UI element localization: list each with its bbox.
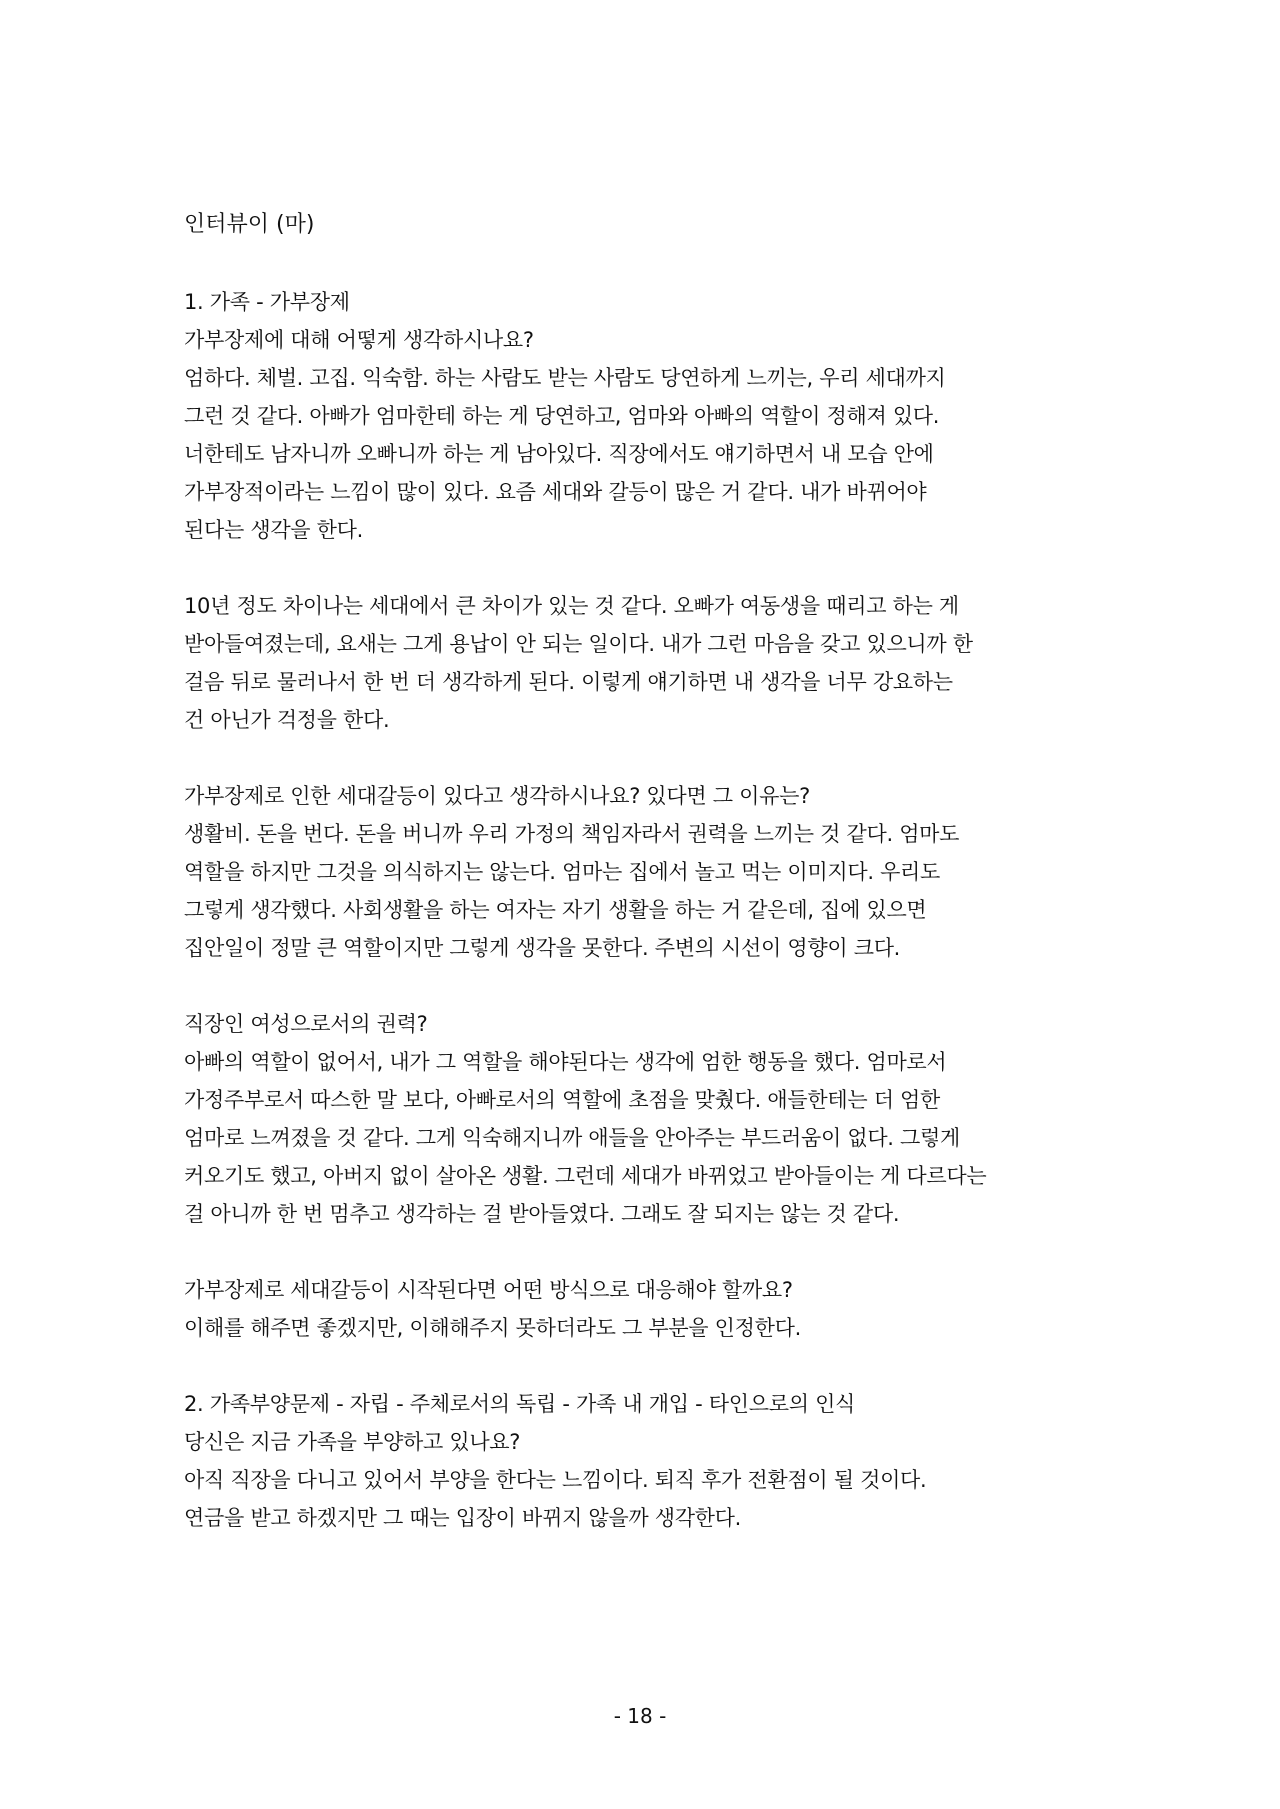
text-line: 걸음 뒤로 물러나서 한 번 더 생각하게 된다. 이렇게 얘기하면 내 생각을 너무 강요하는: [184, 670, 953, 694]
text-line: 가부장적이라는 느낌이 많이 있다. 요즘 세대와 갈등이 많은 거 같다. 내가 바뀌어야: [184, 480, 927, 504]
text-line: 당신은 지금 가족을 부양하고 있나요?: [184, 1430, 521, 1454]
paragraph-block: [184, 1271, 1114, 1347]
text-line: 1. 가족 - 가부장제: [184, 290, 350, 314]
page-number: - 18 -: [613, 1704, 667, 1728]
text-line: 그렇게 생각했다. 사회생활을 하는 여자는 자기 생활을 하는 거 같은데, 집에 있으면: [184, 898, 927, 922]
text-line: 그런 것 같다. 아빠가 엄마한테 하는 게 당연하고, 엄마와 아빠의 역할이 정해져 있다.: [184, 404, 940, 428]
paragraph-block: [184, 283, 1114, 549]
text-line: 집안일이 정말 큰 역할이지만 그렇게 생각을 못한다. 주변의 시선이 영향이 크다.: [184, 936, 901, 960]
interviewee-heading: 인터뷰이 (마): [184, 212, 315, 237]
text-line: 10년 정도 차이나는 세대에서 큰 차이가 있는 것 같다. 오빠가 여동생을 때리고 하는 게: [184, 594, 959, 618]
paragraph-block: [184, 1005, 1114, 1233]
text-line: 커오기도 했고, 아버지 없이 살아온 생활. 그런데 세대가 바뀌었고 받아들이는 게 다르다는: [184, 1164, 987, 1188]
page-content: [184, 206, 1114, 1575]
text-line: 2. 가족부양문제 - 자립 - 주체로서의 독립 - 가족 내 개입 - 타인으로의 인식: [184, 1392, 856, 1416]
text-line: 가부장제로 인한 세대갈등이 있다고 생각하시나요? 있다면 그 이유는?: [184, 784, 810, 808]
text-line: 걸 아니까 한 번 멈추고 생각하는 걸 받아들였다. 그래도 잘 되지는 않는 것 같다.: [184, 1202, 900, 1226]
paragraph-block: [184, 587, 1114, 739]
interview-body: [184, 283, 1114, 1537]
text-line: 된다는 생각을 한다.: [184, 518, 364, 542]
text-line: 연금을 받고 하겠지만 그 때는 입장이 바뀌지 않을까 생각한다.: [184, 1506, 742, 1530]
text-line: 역할을 하지만 그것을 의식하지는 않는다. 엄마는 집에서 놀고 먹는 이미지다. 우리도: [184, 860, 941, 884]
text-line: 건 아닌가 걱정을 한다.: [184, 708, 390, 732]
paragraph-block: [184, 777, 1114, 967]
text-line: 생활비. 돈을 번다. 돈을 버니까 우리 가정의 책임자라서 권력을 느끼는 것 같다. 엄마도: [184, 822, 960, 846]
text-line: 이해를 해주면 좋겠지만, 이해해주지 못하더라도 그 부분을 인정한다.: [184, 1316, 801, 1340]
text-line: 너한테도 남자니까 오빠니까 하는 게 남아있다. 직장에서도 얘기하면서 내 모습 안에: [184, 442, 934, 466]
text-line: 엄마로 느껴졌을 것 같다. 그게 익숙해지니까 애들을 안아주는 부드러움이 없다. 그렇게: [184, 1126, 961, 1150]
text-line: 직장인 여성으로서의 권력?: [184, 1012, 428, 1036]
text-line: 가부장제에 대해 어떻게 생각하시나요?: [184, 328, 534, 352]
text-line: 가정주부로서 따스한 말 보다, 아빠로서의 역할에 초점을 맞췄다. 애들한테는 더 엄한: [184, 1088, 941, 1112]
text-line: 아직 직장을 다니고 있어서 부양을 한다는 느낌이다. 퇴직 후가 전환점이 될 것이다.: [184, 1468, 927, 1492]
text-line: 아빠의 역할이 없어서, 내가 그 역할을 해야된다는 생각에 엄한 행동을 했다. 엄마로서: [184, 1050, 947, 1074]
text-line: 가부장제로 세대갈등이 시작된다면 어떤 방식으로 대응해야 할까요?: [184, 1278, 793, 1302]
text-line: 받아들여졌는데, 요새는 그게 용납이 안 되는 일이다. 내가 그런 마음을 갖고 있으니까 한: [184, 632, 973, 656]
text-line: 엄하다. 체벌. 고집. 익숙함. 하는 사람도 받는 사람도 당연하게 느끼는, 우리 세대까지: [184, 366, 946, 390]
paragraph-block: [184, 1385, 1114, 1537]
